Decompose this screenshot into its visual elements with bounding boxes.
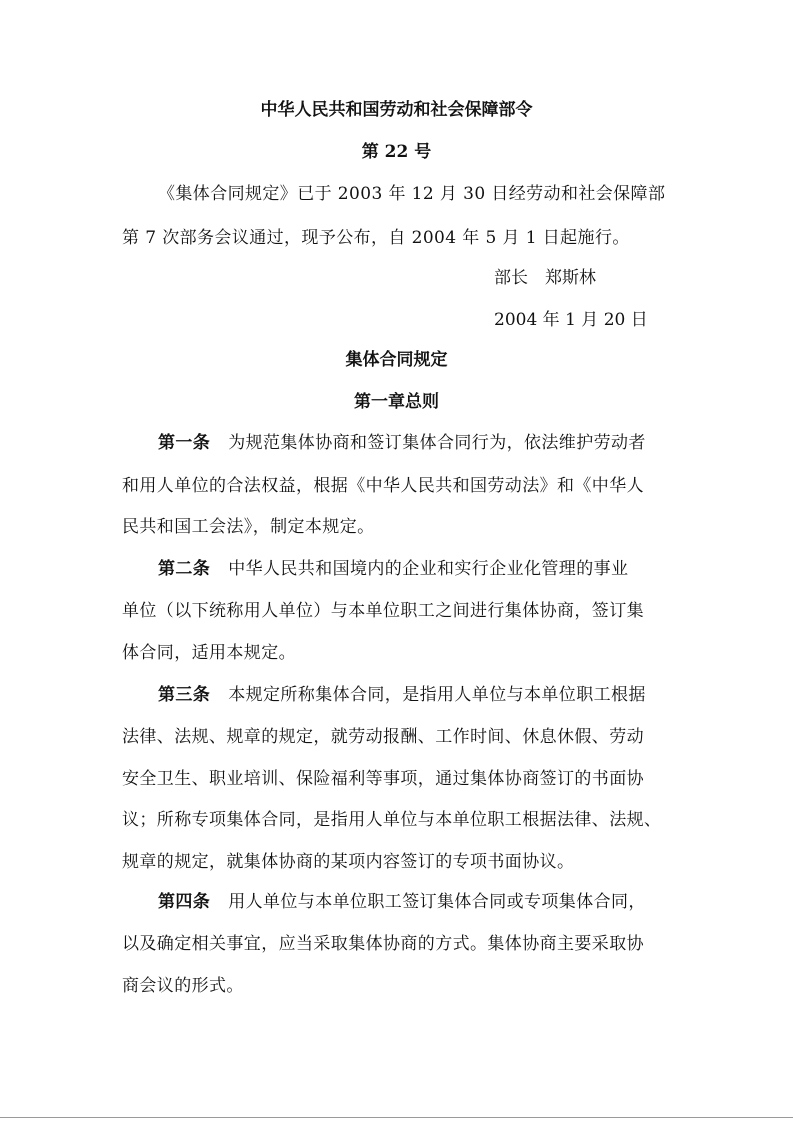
article-1-line-3: 民共和国工会法》，制定本规定。 [122,517,375,537]
article-3-line-4: 议；所称专项集体合同，是指用人单位与本单位职工根据法律、法规、 [122,810,662,830]
chapter-heading: 第一章总则 [354,392,439,412]
article-3-text: 本规定所称集体合同，是指用人单位与本单位职工根据 [228,685,646,705]
article-2-line-1 [158,557,683,581]
article-4-text: 用人单位与本单位职工签订集体合同或专项集体合同， [228,892,646,912]
promulgation-line-1: 《集体合同规定》已于 2003 年 12 月 30 日经劳动和社会保障部 [158,184,666,204]
article-1-line-1 [158,431,683,455]
issuer-heading: 中华人民共和国劳动和社会保障部令 [260,100,533,120]
article-3-label: 第三条 [158,685,211,705]
article-2-label: 第二条 [158,559,211,579]
article-3-line-5: 规章的规定，就集体协商的某项内容签订的专项书面协议。 [122,852,575,872]
article-2-line-2: 单位（以下统称用人单位）与本单位职工之间进行集体协商，签订集 [122,601,644,621]
article-4-line-3: 商会议的形式。 [122,976,244,996]
article-1-label: 第一条 [158,433,211,453]
article-3-line-3: 安全卫生、职业培训、保险福利等事项，通过集体协商签订的书面协 [122,769,644,789]
promulgation-date: 2004 年 1 月 20 日 [494,310,648,330]
article-3-line-1 [158,683,683,707]
article-1-line-2: 和用人单位的合法权益，根据《中华人民共和国劳动法》和《中华人 [122,476,644,496]
document-title: 集体合同规定 [345,350,448,370]
article-4-line-1 [158,890,683,914]
signer: 部长 郑斯林 [494,268,596,288]
article-2-text: 中华人民共和国境内的企业和实行企业化管理的事业 [228,559,629,579]
article-2-line-3: 体合同，适用本规定。 [122,643,296,663]
page-bottom-divider [0,1117,793,1118]
article-1-text: 为规范集体协商和签订集体合同行为，依法维护劳动者 [228,433,646,453]
promulgation-line-2: 第 7 次部务会议通过，现予公布，自 2004 年 5 月 1 日起施行。 [122,228,630,248]
article-3-line-2: 法律、法规、规章的规定，就劳动报酬、工作时间、休息休假、劳动 [122,727,644,747]
article-4-label: 第四条 [158,892,211,912]
order-number: 第 22 号 [361,142,432,162]
article-4-line-2: 以及确定相关事宜，应当采取集体协商的方式。集体协商主要采取协 [122,934,644,954]
